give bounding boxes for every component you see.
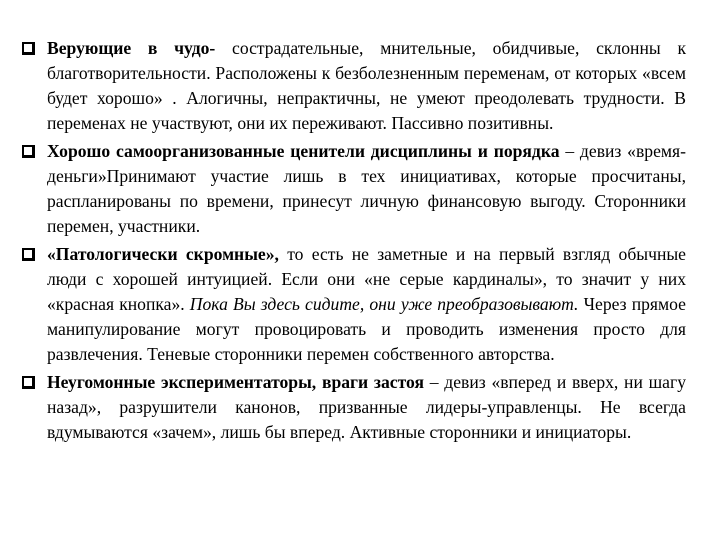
bullet-lead: Неугомонные экспериментаторы, враги застоя (47, 372, 424, 392)
bullet-text (47, 38, 686, 133)
bullet-body: сострадательные, мнительные, обидчивые, склонны к благотворительности. Расположены к безболезненным переменам, от которых «всем будет хорошо» . Алогичны, непрактичны, не умеют преодолевать трудности. В переменах не участвуют, они их переживают. Пассивно позитивны. (47, 38, 686, 133)
checkbox-square-icon (22, 376, 35, 389)
checkbox-square-icon (22, 42, 35, 55)
bullet-item (20, 370, 686, 445)
bullet-lead: Хорошо самоорганизованные ценители дисциплины и порядка (47, 141, 560, 161)
bullet-text (47, 141, 686, 236)
bullet-text (47, 244, 686, 364)
bullet-item (20, 36, 686, 136)
bullet-italic: Пока Вы здесь сидите, они уже преобразовывают. (189, 294, 579, 314)
bullet-item (20, 242, 686, 367)
bullet-list (20, 36, 686, 448)
bullet-body-tail: Через прямое манипулирование могут провоцировать и проводить изменения просто для развлечения. Теневые сторонники перемен собственного авторства. (47, 294, 686, 364)
checkbox-square-icon (22, 145, 35, 158)
bullet-text (47, 372, 686, 442)
checkbox-square-icon (22, 248, 35, 261)
bullet-lead: «Патологически скромные», (47, 244, 279, 264)
bullet-body: то есть не заметные и на первый взгляд обычные люди с хорошей интуицией. Если они «не серые кардиналы», то значит у них «красная кнопка». (47, 244, 686, 314)
bullet-lead: Верующие в чудо- (47, 38, 216, 58)
bullet-item (20, 139, 686, 239)
bullet-body: – девиз «время-деньги»Принимают участие лишь в тех инициативах, которые просчитаны, распланированы по времени, принесут личную финансовую выгоду. Сторонники перемен, участники. (47, 141, 686, 236)
bullet-body: – девиз «вперед и вверх, ни шагу назад», разрушители канонов, призванные лидеры-управленцы. Не всегда вдумываются «зачем», лишь бы вперед. Активные сторонники и инициаторы. (47, 372, 686, 442)
